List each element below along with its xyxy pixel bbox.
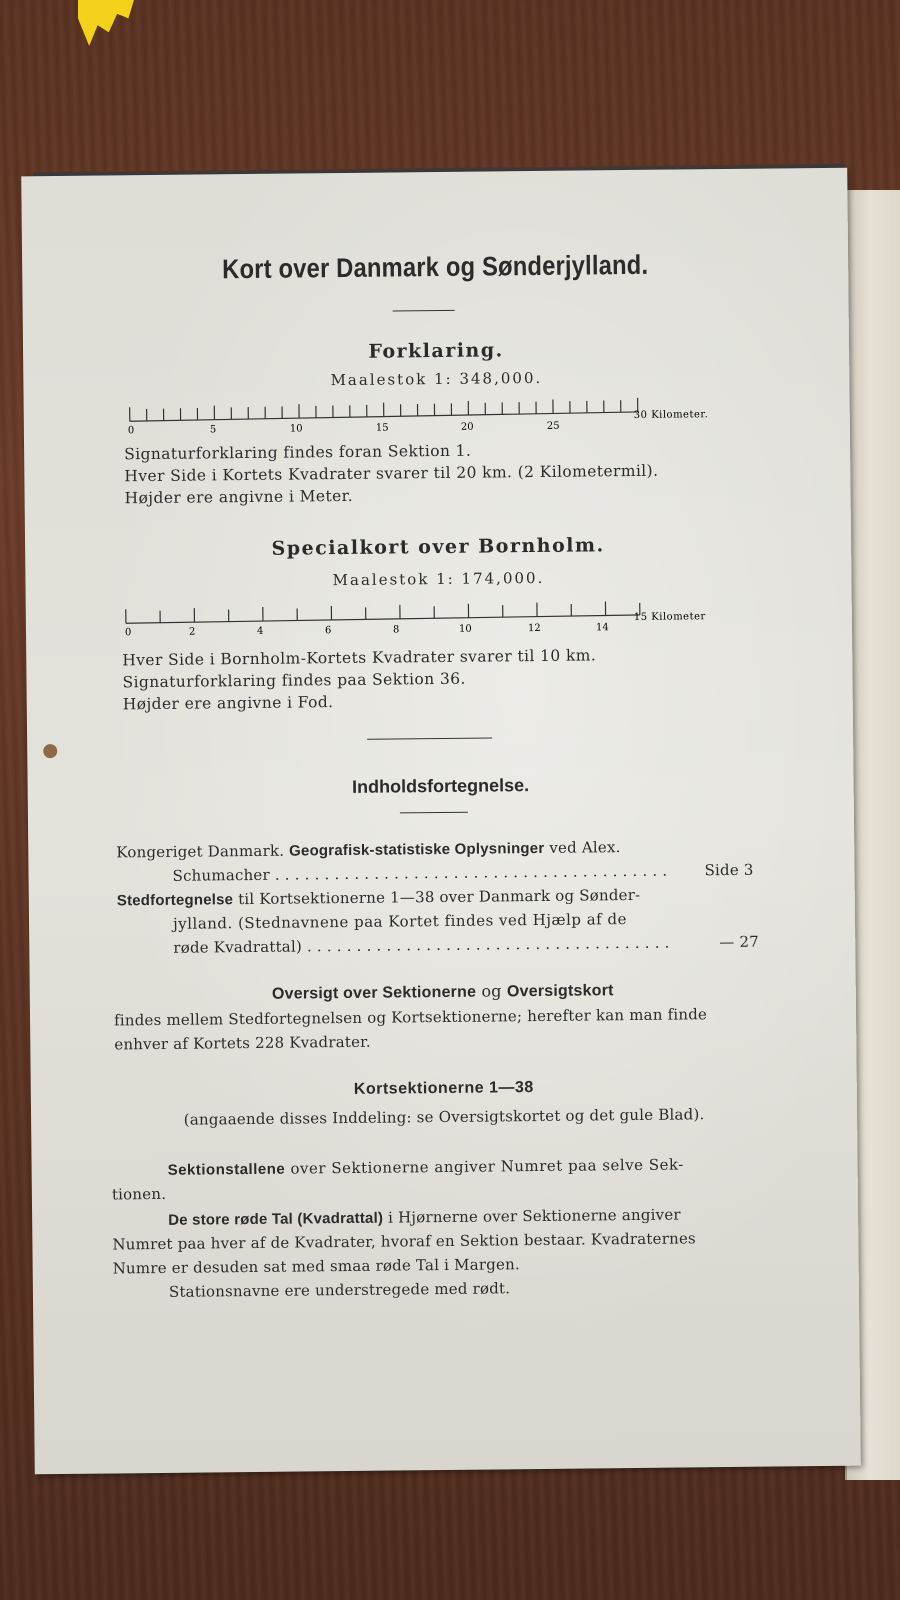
sektionstallene-line-1: [168, 1155, 684, 1178]
dot-leader: . . . . . . . . . . . . . . . . . . . . . . . . . . . . . . . . . . . . . . . .: [274, 861, 668, 884]
forklaring-scale: Maalestok 1: 348,000.: [330, 368, 543, 390]
forklaring-line-1: Signaturforklaring findes foran Sektion 1.: [124, 441, 472, 464]
toc-entry-2-bold: Stedfortegnelse: [116, 891, 234, 910]
store-tal-line-2: Numret paa hver af de Kvadrater, hvoraf en Sektion bestaar. Kvadraternes: [112, 1229, 696, 1254]
oversigt-heading: [30, 978, 856, 1007]
scale-bar-2: [122, 589, 742, 639]
contents-divider: [400, 812, 468, 814]
sektionstallene-line-2: tionen.: [111, 1184, 167, 1204]
toc-entry-1-line-1: [116, 838, 620, 861]
contents-heading: Indholdsfortegnelse.: [352, 775, 530, 797]
store-tal-bold: De store røde Tal (Kvadrattal): [168, 1209, 384, 1229]
scale2-label-10: 10: [458, 623, 472, 635]
scale1-label-20: 20: [460, 421, 474, 433]
scale2-label-15: 15 Kilometer: [633, 611, 706, 623]
kortsektionerne-heading: Kortsektionerne 1—38: [353, 1079, 534, 1098]
sektionstallene-text: over Sektionerne angiver Numret paa selve Sek-: [290, 1155, 684, 1178]
toc-entry-2-line-3: [173, 934, 669, 957]
store-tal-line-4: Stationsnavne ere understregede med rødt.: [168, 1279, 511, 1301]
forklaring-line-3: Højder ere angivne i Meter.: [124, 486, 354, 508]
scale2-label-0: 0: [124, 627, 132, 639]
bornholm-line-3: Højder ere angivne i Fod.: [122, 693, 334, 714]
toc-entry-2-text: til Kortsektionerne 1—38 over Danmark og Sønder-: [238, 885, 641, 909]
scale2-label-2: 2: [188, 626, 196, 638]
scale-base-line: [126, 615, 640, 623]
kortsektionerne-line: (angaaende disses Inddeling: se Oversigtskortet og det gule Blad).: [183, 1105, 705, 1129]
toc-entry-2-page: — 27: [719, 932, 760, 952]
toc-entry-1-suffix: ved Alex.: [549, 838, 621, 857]
toc-entry-1-prefix: Kongeriget Danmark.: [116, 841, 285, 862]
stain-spot: [43, 744, 57, 758]
bornholm-line-1: Hver Side i Bornholm-Kortets Kvadrater svarer til 10 km.: [122, 646, 597, 670]
toc-entry-1-author: Schumacher: [172, 865, 270, 885]
forklaring-line-2: Hver Side i Kortets Kvadrater svarer til 20 km. (2 Kilometermil).: [124, 461, 659, 486]
toc-entry-2-line-2: jylland. (Stednavnene paa Kortet findes ved Hjælp af de: [172, 910, 628, 933]
scale2-label-8: 8: [392, 624, 400, 636]
scale1-label-15: 15: [375, 422, 389, 434]
toc-entry-1-page: Side 3: [704, 860, 754, 880]
scale1-label-25: 25: [546, 420, 560, 432]
oversigt-bold-1: Oversigt over Sektionerne: [271, 983, 477, 1003]
scale2-label-4: 4: [256, 625, 264, 637]
scale1-label-10: 10: [289, 423, 303, 435]
bornholm-line-2: Signaturforklaring findes paa Sektion 36.: [122, 669, 466, 692]
scale1-label-30: 30 Kilometer.: [633, 409, 709, 421]
store-tal-line-1: [168, 1206, 681, 1229]
forklaring-heading: Forklaring.: [368, 339, 504, 363]
oversigt-mid: og: [481, 981, 502, 1001]
oversigt-line-1: findes mellem Stedfortegnelsen og Kortsektionerne; herefter kan man finde: [113, 1005, 708, 1030]
scale1-label-0: 0: [127, 425, 135, 437]
bornholm-scale: Maalestok 1: 174,000.: [332, 568, 545, 590]
yellow-sticky-note: [78, 0, 134, 46]
oversigt-bold-2: Oversigtskort: [506, 982, 614, 1001]
toc-entry-2-line-1: [117, 886, 641, 909]
sektionstallene-bold: Sektionstallene: [167, 1160, 286, 1179]
oversigt-line-2: enhver af Kortets 228 Kvadrater.: [114, 1032, 371, 1054]
scale2-label-12: 12: [527, 622, 541, 635]
scale2-label-14: 14: [595, 622, 609, 634]
toc-entry-1-bold: Geografisk-statistiske Oplysninger: [289, 839, 545, 860]
dot-leader: . . . . . . . . . . . . . . . . . . . . . . . . . . . . . . . . . . . . .: [306, 933, 670, 956]
scale-bar-1: [124, 387, 734, 437]
scale2-label-6: 6: [324, 625, 332, 637]
section-divider: [367, 737, 492, 739]
page-title: Kort over Danmark og Sønderjylland.: [222, 249, 649, 285]
store-tal-line-3: Numre er desuden sat med smaa røde Tal i Margen.: [112, 1255, 520, 1278]
bornholm-heading: Specialkort over Bornholm.: [271, 534, 605, 560]
book-page: [21, 168, 861, 1475]
scale1-label-5: 5: [209, 424, 217, 436]
toc-entry-1-line-2: [172, 862, 667, 885]
store-tal-text-1: i Hjørnerne over Sektionerne angiver: [387, 1205, 681, 1227]
title-divider: [393, 310, 455, 312]
toc-entry-2-text-3: røde Kvadrattal): [173, 937, 303, 957]
